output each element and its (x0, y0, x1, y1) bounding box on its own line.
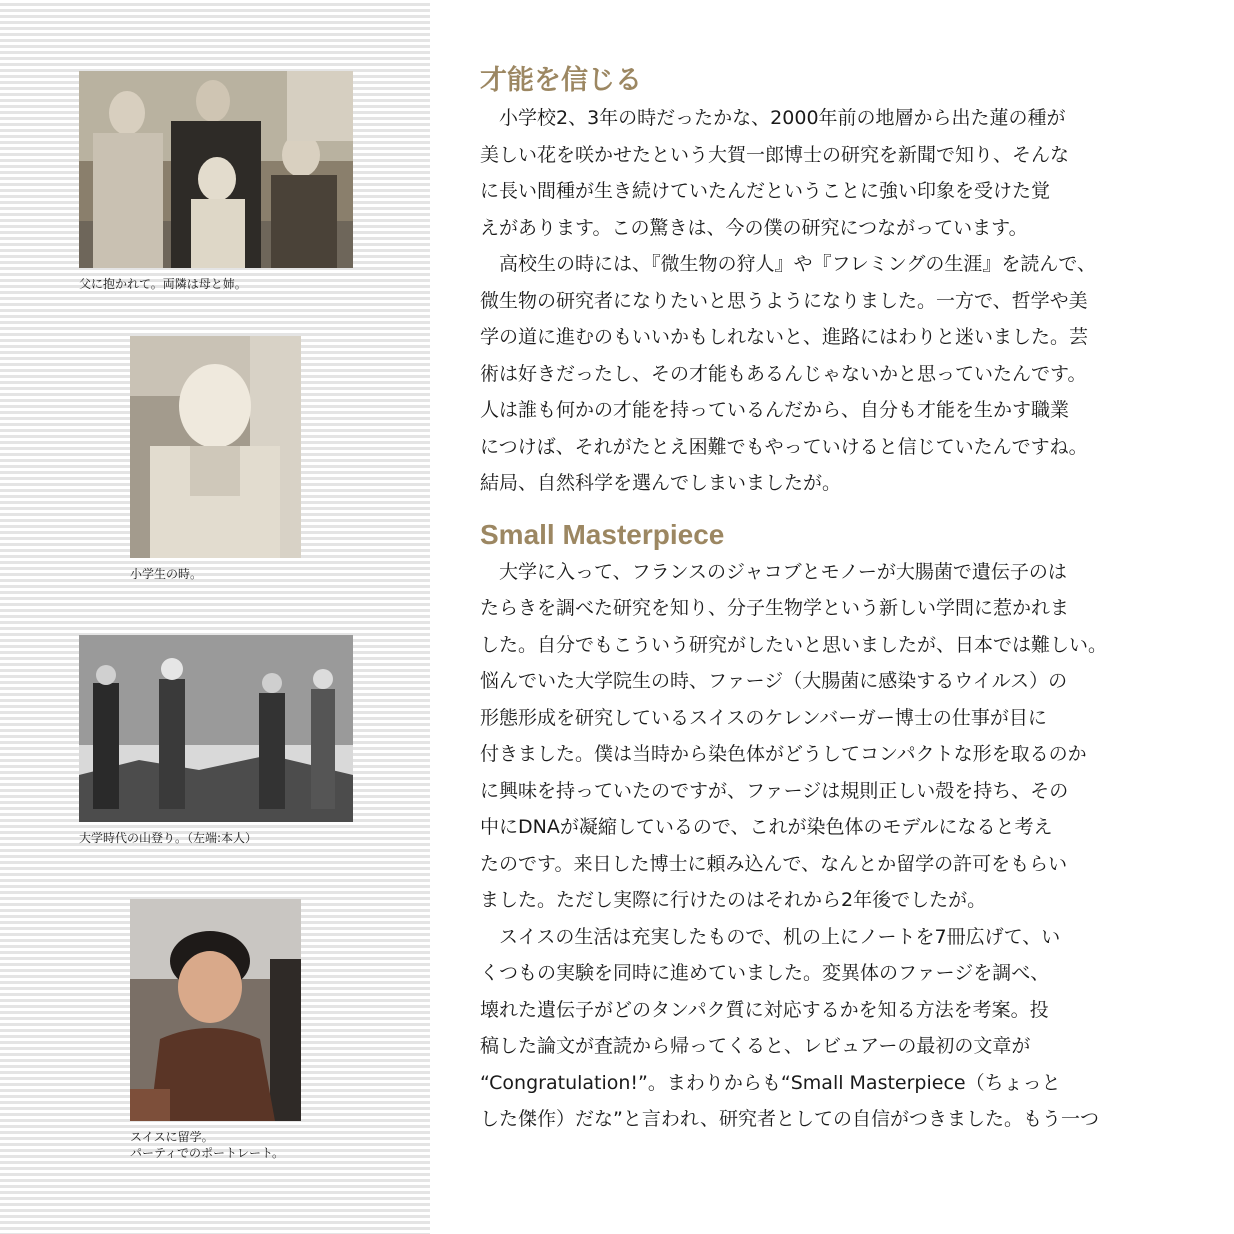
text-line: えがあります。この驚きは、今の僕の研究につながっています。 (480, 216, 1028, 239)
photo-block-family (79, 71, 353, 292)
article-body (480, 62, 1170, 1138)
party-portrait-photo (130, 899, 301, 1121)
text-line: スイスの生活は充実したもので、机の上にノートを7冊広げて、い (480, 925, 1061, 948)
text-line: 結局、自然科学を選んでしまいましたが。 (480, 472, 842, 494)
text-line: 稿した論文が査読から帰ってくると、レビュアーの最初の文章が (480, 1035, 1031, 1057)
text-line: に興味を持っていたのですが、ファージは規則正しい殻を持ち、その (480, 779, 1069, 802)
mountain-photo-caption (79, 830, 353, 846)
text-line: 悩んでいた大学院生の時、ファージ（大腸菌に感染するウイルス）の (480, 670, 1068, 692)
mountain-climbing-photo (79, 635, 353, 822)
text-line: した傑作）だな”と言われ、研究者としての自信がつきました。もう一つ (480, 1108, 1099, 1130)
family-photo-caption (79, 276, 353, 292)
photo-sidebar (0, 0, 430, 1234)
text-line: “Congratulation!”。まわりからも“Small Masterpiece（ちょっと (480, 1071, 1061, 1094)
text-line: 小学校2、3年の時だったかな、2000年前の地層から出た蓮の種が (480, 107, 1066, 129)
text-line: 大学に入って、フランスのジャコブとモノーが大腸菌で遺伝子のは (480, 560, 1067, 583)
text-line: 形態形成を研究しているスイスのケレンバーガー博士の仕事が目に (480, 706, 1047, 729)
family-photo (79, 71, 353, 268)
text-line: 微生物の研究者になりたいと思うようになりました。一方で、哲学や美 (480, 289, 1088, 312)
text-line: たらきを調べた研究を知り、分子生物学という新しい学問に惹かれま (480, 597, 1070, 619)
caption-line: パーティでのポートレート。 (130, 1146, 284, 1160)
text-line: に長い間種が生き続けていたんだということに強い印象を受けた覚 (480, 180, 1051, 202)
section-text-masterpiece (480, 554, 1170, 1138)
boy-portrait-photo (130, 336, 301, 558)
text-line: たのです。来日した博士に頼み込んで、なんとか留学の許可をもらい (480, 852, 1068, 875)
section-heading-talent: 才能を信じる (480, 65, 642, 96)
text-line: ました。ただし実際に行けたのはそれから2年後でしたが。 (480, 889, 987, 911)
text-line: につけば、それがたとえ困難でもやっていけると信じていたんですね。 (480, 435, 1088, 458)
text-line: 付きました。僕は当時から染色体がどうしてコンパクトな形を取るのか (480, 743, 1087, 765)
text-line: 術は好きだったし、その才能もあるんじゃないかと思っていたんです。 (480, 362, 1087, 385)
text-line: 美しい花を咲かせたという大賀一郎博士の研究を新聞で知り、そんな (480, 143, 1070, 166)
party-photo-caption (130, 1129, 301, 1161)
text-line: 人は誰も何かの才能を持っているんだから、自分も才能を生かす職業 (480, 399, 1070, 421)
text-line: 壊れた遺伝子がどのタンパク質に対応するかを知る方法を考案。投 (480, 998, 1049, 1021)
caption-line: 大学時代の山登り。（左端:本人） (79, 831, 258, 845)
text-line: くつもの実験を同時に進めていました。変異体のファージを調べ、 (480, 962, 1050, 984)
text-line: 学の道に進むのもいいかもしれないと、進路にはわりと迷いました。芸 (480, 326, 1089, 348)
text-line: 高校生の時には、『微生物の狩人』や『フレミングの生涯』を読んで、 (480, 253, 1096, 275)
section-heading-masterpiece: Small Masterpiece (480, 518, 725, 550)
caption-line: 小学生の時。 (130, 567, 203, 581)
text-line: した。自分でもこういう研究がしたいと思いましたが、日本では難しい。 (480, 633, 1108, 656)
photo-block-boy (130, 336, 301, 582)
photo-block-party (130, 899, 301, 1161)
section-text-talent (480, 100, 1170, 502)
boy-photo-caption (130, 566, 301, 582)
caption-line: スイスに留学。 (130, 1130, 214, 1144)
caption-line: 父に抱かれて。両隣は母と姉。 (79, 277, 247, 291)
text-line: 中にDNAが凝縮しているので、これが染色体のモデルになると考え (480, 816, 1053, 838)
photo-block-mountain (79, 635, 353, 846)
